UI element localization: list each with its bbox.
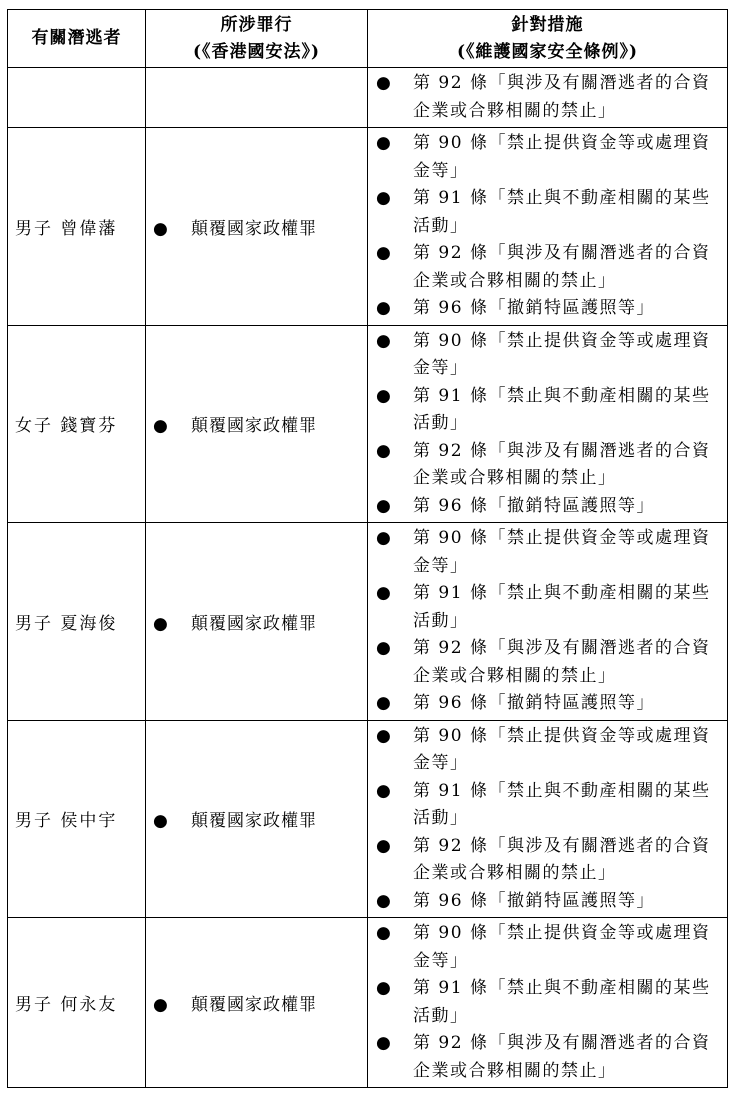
bullet-icon: ●	[376, 638, 393, 658]
measure-item	[368, 130, 727, 185]
bullet-icon: ●	[376, 440, 393, 461]
table-row	[8, 720, 728, 918]
bullet-icon: ●	[376, 73, 393, 93]
offense-text: 顛覆國家政權罪	[191, 613, 317, 634]
measure-item	[368, 888, 727, 916]
measure-item	[368, 525, 727, 580]
measure-item	[368, 383, 727, 438]
table-row	[8, 523, 728, 721]
bullet-icon: ●	[376, 693, 393, 713]
header-row	[8, 10, 728, 68]
measure-item	[368, 1030, 727, 1085]
measure-text: 第 92 條「與涉及有關潛逃者的合資企業或合夥相關的禁止」	[413, 1033, 711, 1081]
header-measures	[368, 10, 728, 68]
measure-text: 第 92 條「與涉及有關潛逃者的合資企業或合夥相關的禁止」	[413, 835, 711, 883]
measure-item	[368, 580, 727, 635]
table-row	[8, 325, 728, 523]
measure-text: 第 96 條「撤銷特區護照等」	[413, 693, 655, 713]
offense-cell	[146, 128, 368, 326]
measure-item	[368, 723, 727, 778]
absconder-name: 男子 夏海俊	[8, 523, 146, 721]
measure-item	[368, 975, 727, 1030]
measures-cell	[368, 918, 728, 1088]
measures-cell	[368, 325, 728, 523]
bullet-icon: ●	[376, 330, 393, 351]
measure-text: 第 90 條「禁止提供資金等或處理資金等」	[413, 528, 711, 576]
measure-text: 第 91 條「禁止與不動產相關的某些活動」	[413, 583, 711, 631]
header-absconder-label: 有關潛逃者	[31, 28, 122, 48]
measure-item	[368, 635, 727, 690]
measure-text: 第 92 條「與涉及有關潛逃者的合資企業或合夥相關的禁止」	[413, 73, 711, 121]
measure-item	[368, 295, 727, 323]
offense-text: 顛覆國家政權罪	[191, 218, 317, 239]
measure-text: 第 92 條「與涉及有關潛逃者的合資企業或合夥相關的禁止」	[413, 638, 711, 686]
bullet-icon: ●	[376, 188, 393, 208]
absconder-name: 男子 侯中宇	[8, 720, 146, 918]
bullet-icon: ●	[376, 780, 393, 801]
table-row	[8, 68, 728, 128]
bullet-icon: ●	[376, 495, 393, 516]
absconder-name: 男子 何永友	[8, 918, 146, 1088]
measure-item	[368, 438, 727, 493]
bullet-icon: ●	[376, 725, 393, 746]
bullet-icon: ●	[153, 613, 169, 634]
table-row	[8, 128, 728, 326]
measure-item	[368, 70, 727, 125]
absconder-measures-table	[7, 9, 728, 1088]
measure-text: 第 90 條「禁止提供資金等或處理資金等」	[413, 923, 711, 971]
absconder-name: 男子 曾偉藩	[8, 128, 146, 326]
measures-cell	[368, 68, 728, 128]
measure-text: 第 96 條「撤銷特區護照等」	[413, 890, 655, 911]
measure-text: 第 96 條「撤銷特區護照等」	[413, 495, 655, 516]
header-offense-label: 所涉罪行	[220, 14, 293, 35]
bullet-icon: ●	[153, 811, 169, 832]
measure-text: 第 90 條「禁止提供資金等或處理資金等」	[413, 725, 711, 773]
measure-item	[368, 240, 727, 295]
measure-text: 第 92 條「與涉及有關潛逃者的合資企業或合夥相關的禁止」	[413, 243, 711, 291]
measure-text: 第 91 條「禁止與不動產相關的某些活動」	[413, 385, 711, 433]
bullet-icon: ●	[376, 978, 393, 998]
measure-item	[368, 328, 727, 383]
absconder-name: 女子 錢寶芬	[8, 325, 146, 523]
absconder-name	[8, 68, 146, 128]
measures-cell	[368, 128, 728, 326]
offense-cell	[146, 720, 368, 918]
measures-cell	[368, 720, 728, 918]
bullet-icon: ●	[376, 133, 393, 153]
measure-text: 第 90 條「禁止提供資金等或處理資金等」	[413, 330, 711, 378]
measure-item	[368, 690, 727, 718]
header-absconder	[8, 10, 146, 68]
measures-cell	[368, 523, 728, 721]
bullet-icon: ●	[153, 995, 169, 1015]
offense-cell	[146, 325, 368, 523]
header-offense-law: (《香港國安法》)	[192, 41, 321, 62]
measure-text: 第 91 條「禁止與不動產相關的某些活動」	[413, 978, 711, 1026]
bullet-icon: ●	[376, 298, 393, 318]
header-measures-label: 針對措施	[511, 14, 584, 35]
bullet-icon: ●	[376, 385, 393, 406]
measure-item	[368, 833, 727, 888]
bullet-icon: ●	[376, 1033, 393, 1053]
bullet-icon: ●	[376, 923, 393, 943]
offense-cell	[146, 68, 368, 128]
measure-text: 第 90 條「禁止提供資金等或處理資金等」	[413, 133, 711, 181]
measure-item	[368, 493, 727, 521]
offense-cell	[146, 523, 368, 721]
measure-text: 第 96 條「撤銷特區護照等」	[413, 298, 655, 318]
bullet-icon: ●	[153, 218, 169, 239]
measure-item	[368, 920, 727, 975]
bullet-icon: ●	[376, 583, 393, 603]
bullet-icon: ●	[376, 528, 393, 548]
offense-text: 顛覆國家政權罪	[191, 811, 317, 832]
bullet-icon: ●	[153, 416, 169, 437]
bullet-icon: ●	[376, 890, 393, 911]
table-row	[8, 918, 728, 1088]
measure-item	[368, 778, 727, 833]
measure-text: 第 91 條「禁止與不動產相關的某些活動」	[413, 780, 711, 828]
header-measures-law: (《維護國家安全條例》)	[456, 41, 639, 62]
measure-item	[368, 185, 727, 240]
measure-text: 第 92 條「與涉及有關潛逃者的合資企業或合夥相關的禁止」	[413, 440, 711, 488]
bullet-icon: ●	[376, 835, 393, 856]
bullet-icon: ●	[376, 243, 393, 263]
header-offense	[146, 10, 368, 68]
offense-text: 顛覆國家政權罪	[191, 995, 317, 1015]
measure-text: 第 91 條「禁止與不動產相關的某些活動」	[413, 188, 711, 236]
offense-cell	[146, 918, 368, 1088]
offense-text: 顛覆國家政權罪	[191, 416, 317, 437]
